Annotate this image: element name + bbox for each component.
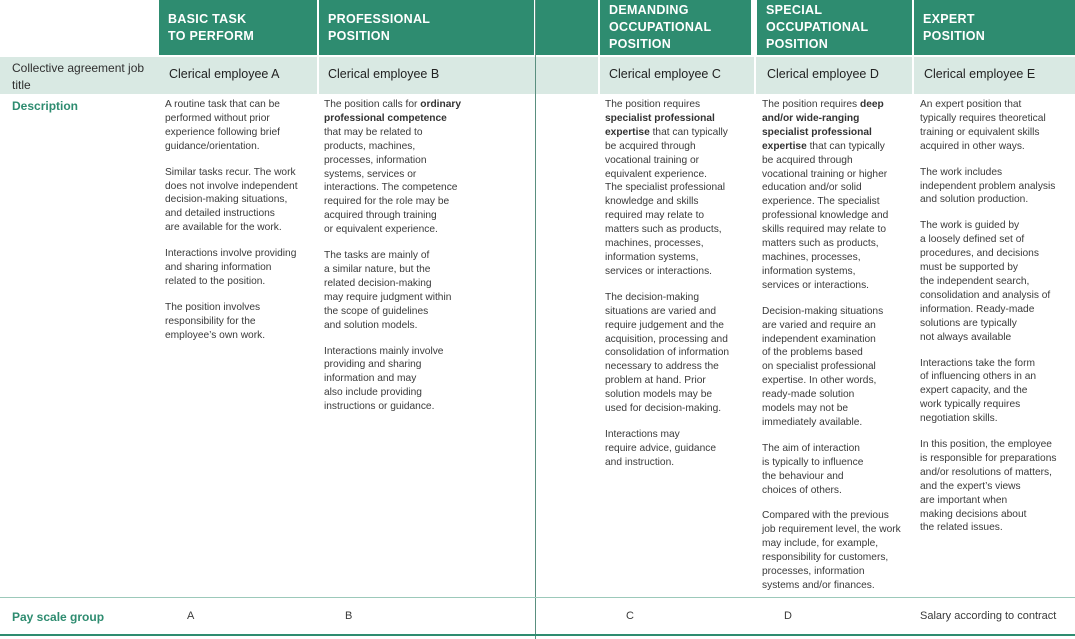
description-paragraph: Interactions involve providing and sharing information related to the position. [165, 248, 297, 287]
header-fill [536, 0, 598, 55]
description-paragraph: A routine task that can be performed without prior experience following brief guidance/orientation. [165, 99, 280, 152]
column-header-special [757, 0, 912, 55]
description-paragraph: Similar tasks recur. The work does not involve independent decision-making situations, and detailed instructions are available for the work. [165, 166, 298, 234]
row-label-pay-scale: Pay scale group [12, 610, 105, 624]
job-title-e: Clerical employee E [924, 67, 1036, 81]
description-paragraph: The decision-making situations are varied and require judgement and the acquisition, processing and consolidation of information necessary to address the problem at hand. Prior solution models may be used for decision-making. [605, 291, 730, 415]
pay-scale-d: D [784, 610, 792, 622]
column-header-expert [914, 0, 1075, 55]
description-emphasis: ordinary professional competence [324, 99, 462, 124]
column-header-label: EXPERT POSITION [923, 11, 986, 43]
pay-scale-c: C [626, 610, 634, 622]
row-label-job-title: Collective agreement job title [12, 61, 145, 92]
description-paragraph: The position involves responsibility for the employee’s own work. [165, 301, 266, 341]
description-text: The position requires [605, 99, 701, 110]
column-divider [317, 0, 319, 95]
description-special [762, 98, 912, 605]
description-paragraph [762, 98, 912, 293]
description-text: that can typically be acquired through vocational training or higher education and/or solid experience. The specialist professional knowledge and skills required may relate to matters such as products, machines, processes, information systems, services or interactions. [762, 140, 889, 291]
job-title-a: Clerical employee A [169, 67, 280, 81]
column-header-professional [319, 0, 534, 55]
column-header-label: SPECIAL OCCUPATIONAL POSITION [766, 3, 869, 51]
pay-scale-e: Salary according to contract [920, 610, 1057, 622]
description-paragraph: The tasks are mainly of a similar nature, but the related decision-making may require judgment within the scope of guidelines and solution models. [324, 250, 452, 331]
description-text: The position calls for [324, 99, 421, 110]
description-paragraph: Interactions take the form of influencing others in an expert capacity, and the work typically requires negotiation skills. [920, 357, 1037, 425]
job-title-d: Clerical employee D [767, 67, 879, 81]
description-emphasis: deep and/or wide-ranging specialist professional expertise [762, 99, 884, 152]
description-text: The position requires [762, 99, 860, 110]
table-bottom-border [0, 634, 1075, 636]
description-paragraph: In this position, the employee is responsible for preparations and/or resolutions of matters, and the expert’s views are important when making decisions about the related issues. [920, 439, 1057, 534]
description-paragraph: The work is guided by a loosely defined set of procedures, and decisions must be supported by the independent search, consolidation and analysis of information. Ready-made solutions are typically not always available [920, 220, 1051, 343]
description-paragraph: The aim of interaction is typically to influence the behaviour and choices of others. [762, 442, 864, 496]
row-divider [0, 597, 1075, 598]
pay-scale-b: B [345, 610, 353, 622]
column-header-label: BASIC TASK TO PERFORM [168, 11, 255, 43]
column-divider [754, 0, 756, 95]
description-emphasis: specialist professional expertise [605, 112, 715, 138]
description-text: that can typically be acquired through vocational training or equivalent experience. The specialist professional knowledge and skills required may relate to matters such as products, machines, processes, information systems, services or interactions. [605, 126, 728, 277]
description-paragraph: The work includes independent problem analysis and solution production. [920, 166, 1056, 206]
column-header-label: PROFESSIONAL POSITION [328, 11, 431, 43]
description-paragraph: Interactions may require advice, guidance and instruction. [605, 428, 717, 468]
column-divider [535, 0, 536, 639]
row-label-description: Description [12, 99, 79, 113]
description-expert [920, 98, 1072, 547]
description-paragraph: Interactions mainly involve providing and sharing information and may also include providing instructions or guidance. [324, 345, 444, 413]
column-header-demanding [600, 0, 751, 55]
pay-scale-a: A [187, 610, 195, 622]
description-paragraph: Decision-making situations are varied and require an independent examination of the problems based on specialist professional expertise. In other words, ready-made solution models may not be immediately available. [762, 305, 884, 428]
description-paragraph [324, 98, 529, 237]
description-professional [324, 98, 529, 426]
description-text: that may be related to products, machines, processes, information systems, services or interactions. The competence required for the role may be acquired through training or equivalent experience. [324, 126, 458, 236]
description-paragraph: Compared with the previous job requirement level, the work may include, for example, responsibility for customers, processes, information systems and/or finances. [762, 510, 901, 591]
description-paragraph [605, 98, 753, 279]
description-basic-task [165, 98, 315, 355]
column-header-label: DEMANDING OCCUPATIONAL POSITION [609, 3, 712, 51]
description-paragraph: An expert position that typically requires theoretical training or equivalent skills acquired in other ways. [920, 99, 1046, 152]
description-demanding [605, 98, 753, 482]
column-divider [912, 0, 914, 95]
column-header-basic-task [159, 0, 317, 55]
column-divider [598, 0, 600, 95]
job-title-c: Clerical employee C [609, 67, 721, 81]
job-title-b: Clerical employee B [328, 67, 440, 81]
